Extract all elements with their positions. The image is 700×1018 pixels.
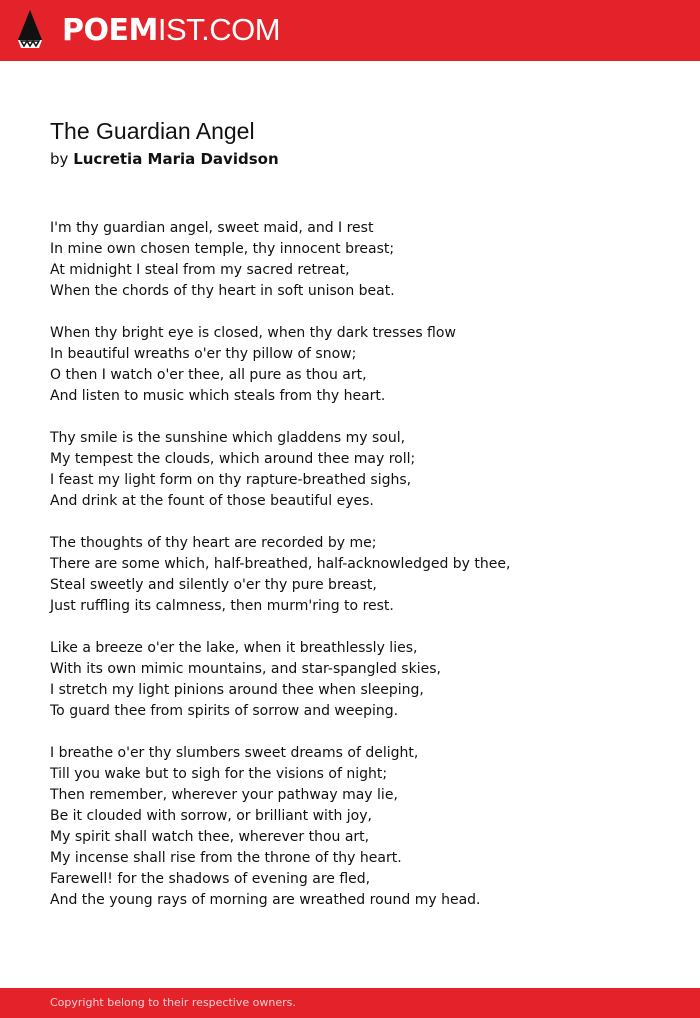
by-label: by — [50, 150, 69, 168]
stanza — [50, 533, 670, 617]
poem-line: Farewell! for the shadows of evening are fled, — [50, 871, 371, 887]
poem-line: I'm thy guardian angel, sweet maid, and I rest — [50, 220, 374, 236]
stanza — [50, 743, 670, 911]
poem-line: In mine own chosen temple, thy innocent breast; — [50, 241, 395, 257]
site-footer — [0, 988, 700, 1018]
poem-line: My tempest the clouds, which around thee may roll; — [50, 451, 416, 467]
poem-line: And listen to music which steals from thy heart. — [50, 388, 386, 404]
author-name: Lucretia Maria Davidson — [73, 150, 279, 168]
site-logo[interactable] — [62, 13, 280, 48]
poem-line: With its own mimic mountains, and star-spangled skies, — [50, 661, 441, 677]
poem-line: The thoughts of thy heart are recorded by me; — [50, 535, 377, 551]
byline — [50, 149, 279, 169]
poem-line: When thy bright eye is closed, when thy dark tresses flow — [50, 325, 456, 341]
poem-line: Like a breeze o'er the lake, when it breathlessly lies, — [50, 640, 418, 656]
poem-line: Just ruffling its calmness, then murm'ring to rest. — [50, 598, 394, 614]
site-header — [0, 0, 700, 61]
poem-line: In beautiful wreaths o'er thy pillow of snow; — [50, 346, 357, 362]
stanza — [50, 428, 670, 512]
poem-line: I stretch my light pinions around thee when sleeping, — [50, 682, 424, 698]
poem-line: When the chords of thy heart in soft unison beat. — [50, 283, 395, 299]
poem-line: Steal sweetly and silently o'er thy pure breast, — [50, 577, 377, 593]
stanza — [50, 218, 670, 302]
poem-body — [50, 218, 670, 932]
poem-line: Then remember, wherever your pathway may lie, — [50, 787, 398, 803]
poem-line: Till you wake but to sigh for the visions of night; — [50, 766, 388, 782]
poem-line: To guard thee from spirits of sorrow and weeping. — [50, 703, 399, 719]
pencil-tip-icon[interactable] — [18, 10, 42, 51]
poem-line: I feast my light form on thy rapture-breathed sighs, — [50, 472, 412, 488]
poem-title: The Guardian Angel — [50, 118, 255, 144]
poem-line: Be it clouded with sorrow, or brilliant with joy, — [50, 808, 372, 824]
poem-line: Thy smile is the sunshine which gladdens my soul, — [50, 430, 406, 446]
poem-line: At midnight I steal from my sacred retreat, — [50, 262, 350, 278]
logo-light-text: IST.COM — [157, 12, 281, 47]
stanza — [50, 638, 670, 722]
poem-line: My spirit shall watch thee, wherever thou art, — [50, 829, 370, 845]
stanza — [50, 323, 670, 407]
poem-line: And the young rays of morning are wreathed round my head. — [50, 892, 481, 908]
poem-line: My incense shall rise from the throne of thy heart. — [50, 850, 402, 866]
logo-bold-text: POEM — [62, 13, 158, 48]
copyright-text: Copyright belong to their respective owners. — [50, 996, 296, 1009]
poem-line: There are some which, half-breathed, half-acknowledged by thee, — [50, 556, 511, 572]
poem-line: And drink at the fount of those beautiful eyes. — [50, 493, 374, 509]
poem-line: I breathe o'er thy slumbers sweet dreams of delight, — [50, 745, 419, 761]
poem-line: O then I watch o'er thee, all pure as thou art, — [50, 367, 367, 383]
